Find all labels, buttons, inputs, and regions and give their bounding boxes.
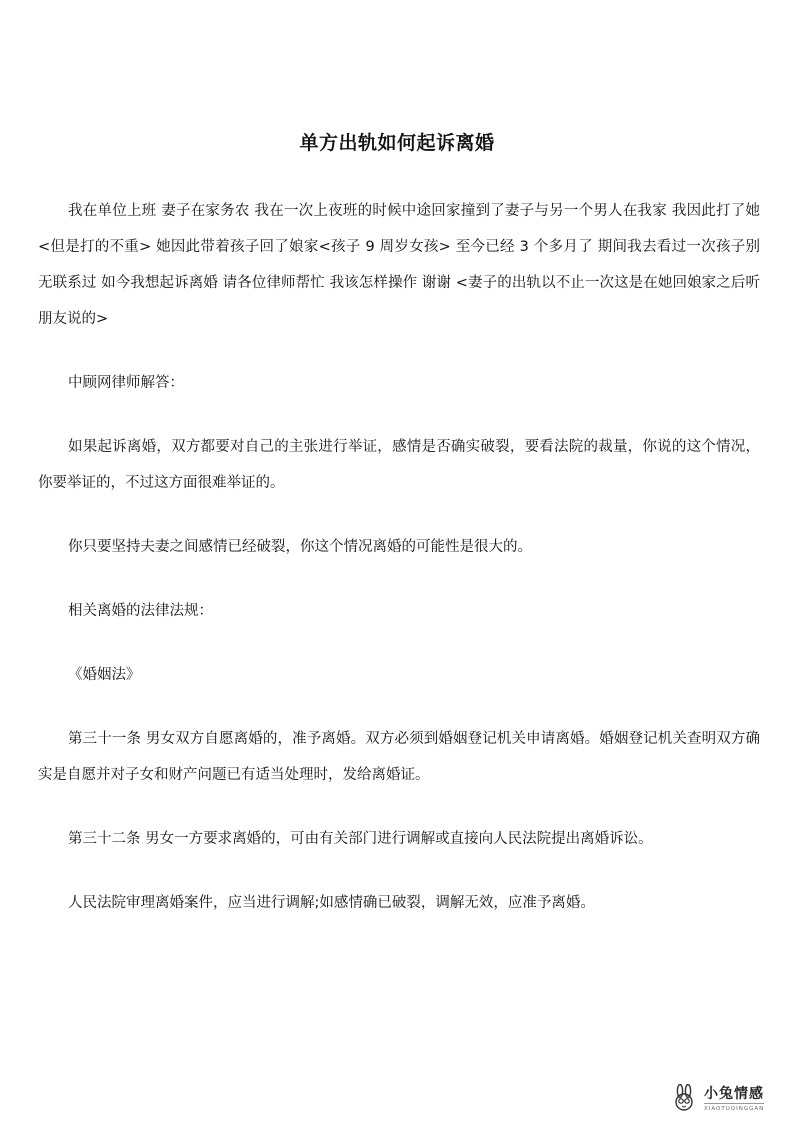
law-heading: 相关离婚的法律法规： [68,603,213,619]
watermark-name: 小兔情感 [704,1085,764,1102]
answer-conclusion: 你只要坚持夫妻之间感情已经破裂，你这个情况离婚的可能性是很大的。 [68,539,532,555]
answer-paragraph: 如果起诉离婚，双方都要对自己的主张进行举证，感情是否确实破裂，要看法院的裁量，你说的这个情况，你要举证的，不过这方面很难举证的。 [38,439,760,491]
watermark-subtitle: XIAOTUQINGGAN [704,1103,764,1113]
answer-heading: 中顾网律师解答： [68,375,184,391]
court-mediation-paragraph: 人民法院审理离婚案件，应当进行调解;如感情确已破裂，调解无效，应准予离婚。 [68,895,595,911]
watermark-logo [670,1081,786,1117]
document-body [38,193,760,921]
document-title: 单方出轨如何起诉离婚 [299,132,495,154]
rabbit-logo-icon [670,1084,700,1114]
law-name: 《婚姻法》 [68,667,141,683]
article-31: 第三十一条 男女双方自愿离婚的，准予离婚。双方必须到婚姻登记机关申请离婚。婚姻登记机关查明双方确实是自愿并对子女和财产问题已有适当处理时，发给离婚证。 [38,731,760,783]
question-paragraph: 我在单位上班 妻子在家务农 我在一次上夜班的时候中途回家撞到了妻子与另一个男人在我家 我因此打了她<但是打的不重> 她因此带着孩子回了娘家<孩子 9 周岁女孩> 至今已经 3 个多月了 期间我去看过一次孩子别无联系过 如今我想起诉离婚 请各位律师帮忙 我该怎样操作 谢谢 <妻子的出轨以不止一次这是在她回娘家之后听朋友说的> [38,203,760,327]
article-32: 第三十二条 男女一方要求离婚的，可由有关部门进行调解或直接向人民法院提出离婚诉讼。 [68,831,653,847]
